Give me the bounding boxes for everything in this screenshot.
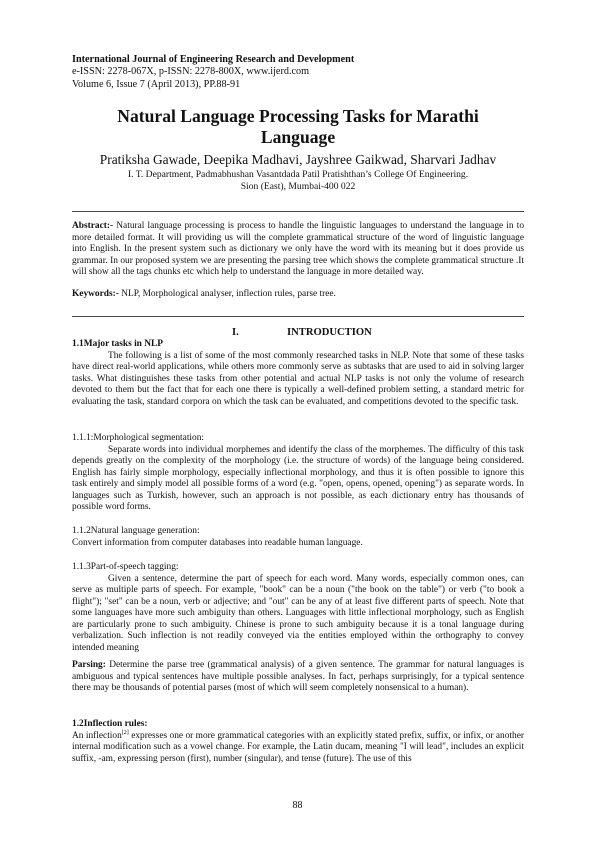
affiliation xyxy=(72,169,524,192)
title-line-2: Language xyxy=(260,126,336,147)
abstract-top-rule xyxy=(72,211,524,212)
paragraph-1-1-3: Given a sentence, determine the part of speech for each word. Many words, especially common ones, can serve as multiple parts of speech. For example, "book" can be a noun ("the book on the table") or verb ("to book a flight"); "set" can be a noun, verb or adjective; and "out" can be any of at least five different parts of speech. Note that some languages have more such ambiguity than others. Languages with little inflectional morphology, such as English are particularly prone to such ambiguity. Chinese is prone to such ambiguity because it is a tonal language during verbalization. Such inflection is not readily conveyed via the entities employed within the orthography to convey intended meaning xyxy=(72,573,524,653)
abstract xyxy=(72,221,524,279)
journal-name: International Journal of Engineering Research and Development xyxy=(72,54,355,65)
section-1-1 xyxy=(72,339,524,408)
journal-header xyxy=(72,54,532,91)
section-number: I. xyxy=(232,327,239,338)
keywords-text: NLP, Morphological analyser, inflection rules, parse tree. xyxy=(121,289,336,299)
heading-1-1-1: 1.1.1:Morphological segmentation: xyxy=(72,433,205,443)
abstract-text: Natural language processing is process to handle the linguistic languages to understand the language in to more detailed format. It will providing us will the complete grammatical structure of the word of linguistic language into English. In the present system such as dictionary we only have the word with its meaning but it does provide us grammar. In our proposed system we are presenting the parsing tree which shows the complete grammatical structure .It will show all the tags chunks etc which help to understand the language in more detailed way. xyxy=(72,221,525,278)
keywords xyxy=(72,289,524,301)
heading-1-1: 1.1Major tasks in NLP xyxy=(72,339,163,349)
citation-ref: [2] xyxy=(121,729,129,736)
heading-1-2: 1.2Inflection rules: xyxy=(72,719,148,729)
keywords-label: Keywords:- xyxy=(72,289,119,299)
parsing-label: Parsing: xyxy=(72,660,106,670)
affiliation-line-2: Sion (East), Mumbai-400 022 xyxy=(240,180,356,192)
paper-authors: Pratiksha Gawade, Deepika Madhavi, Jayshree Gaikwad, Sharvari Jadhav xyxy=(99,152,497,167)
section-1-1-2 xyxy=(72,526,524,549)
abstract-bottom-rule xyxy=(72,316,524,317)
paragraph-1-2: An inflection[2] expresses one or more grammatical categories with an explicitly stated prefix, suffix, or infix, or another internal modification such as a vowel change. For example, the Latin ducam, meaning "I will lead", includes an explicit suffix, -am, expressing person (first), number (singular), and tense (future). The use of this xyxy=(72,729,524,764)
page-number: 88 xyxy=(292,800,303,811)
section-title: INTRODUCTION xyxy=(287,327,372,338)
section-1-2 xyxy=(72,719,524,765)
heading-1-1-3: 1.1.3Part-of-speech tagging: xyxy=(72,562,179,572)
heading-1-1-2: 1.1.2Natural language generation: xyxy=(72,526,200,536)
section-1-1-1 xyxy=(72,433,524,514)
section-1-1-3 xyxy=(72,562,524,654)
abstract-label: Abstract:- xyxy=(72,221,114,231)
journal-issn: e-ISSN: 2278-067X, p-ISSN: 2278-800X, www.ijerd.com xyxy=(72,66,310,78)
affiliation-line-1: I. T. Department, Padmabhushan Vasantdada Patil Pratishthan’s College Of Engineering. xyxy=(127,169,469,180)
parsing-paragraph xyxy=(72,660,524,695)
parsing-text: Determine the parse tree (grammatical analysis) of a given sentence. The grammar for natural languages is ambiguous and typical sentences have multiple possible analyses. In fact, perhaps surprisingly, for a typical sentence there may be thousands of potential parses (most of which will seem completely nonsensical to a human). xyxy=(72,660,524,694)
paragraph-1-1-2: Convert information from computer databases into readable human language. xyxy=(72,537,363,548)
paragraph-1-1: The following is a list of some of the most commonly researched tasks in NLP. Note that some of these tasks have direct real-world applications, while others more commonly serve as subtasks that are used to aid in solving larger tasks. What distinguishes these tasks from other potential and actual NLP tasks is not only the volume of research devoted to them but the fact that for each one there is typically a well-defined problem setting, a standard metric for evaluating the task, standard corpora on which the task can be evaluated, and competitions devoted to the specific task. xyxy=(72,350,524,407)
journal-volume: Volume 6, Issue 7 (April 2013), PP.88-91 xyxy=(72,78,241,90)
title-line-1: Natural Language Processing Tasks for Marathi xyxy=(117,106,479,126)
paper-title xyxy=(72,106,524,147)
paragraph-1-1-1: Separate words into individual morphemes and identify the class of the morphemes. The difficulty of this task depends greatly on the complexity of the morphology (i.e. the structure of words) of the language being considered. English has fairly simple morphology, especially inflectional morphology, and thus it is often possible to ignore this task entirely and simply model all possible forms of a word (e.g. "open, opens, opened, opening") as separate words. In languages such as Turkish, however, such an approach is not possible, as each dictionary entry has thousands of possible word forms. xyxy=(72,444,524,513)
